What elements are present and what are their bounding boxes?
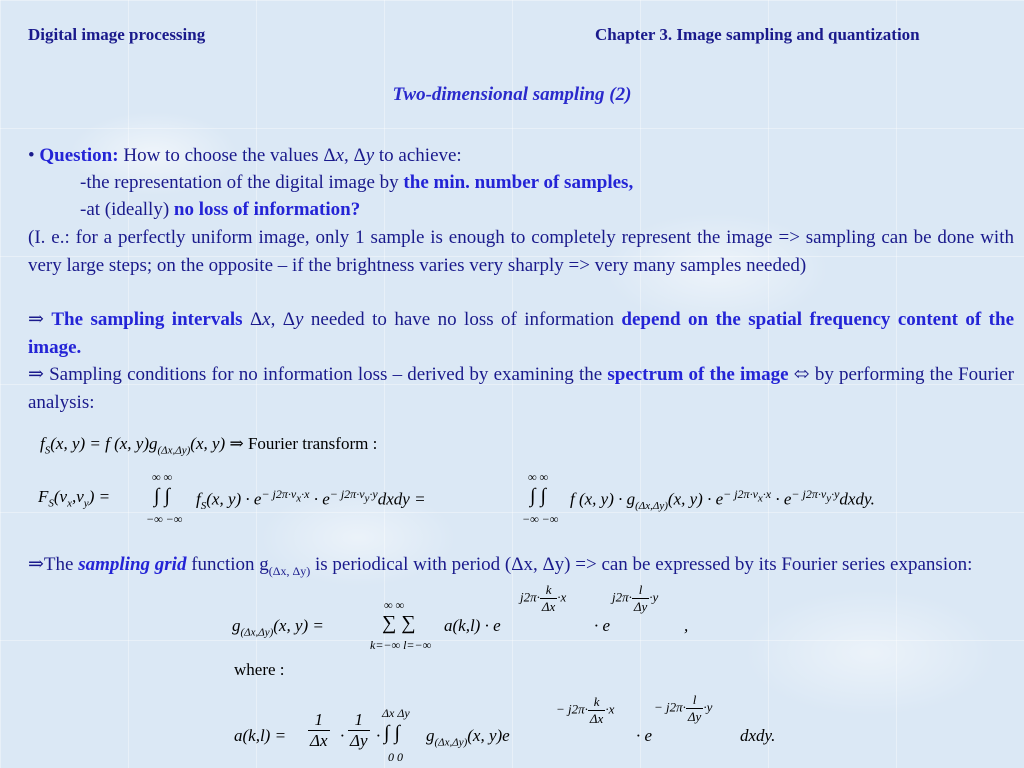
- eq2-f-sub: S: [200, 500, 207, 513]
- eq2-int2-bottom: −∞ −∞: [522, 512, 559, 526]
- eq3-g: g: [232, 616, 241, 635]
- eq4-one: 1: [308, 710, 330, 731]
- eq2-dot-e: · e: [309, 489, 330, 509]
- eq2-mid2: (x, y) · e: [667, 489, 724, 509]
- eq4-frac-dy: [348, 710, 370, 751]
- eq4-dot-e: · e: [636, 726, 653, 745]
- eq2-exp1: − j2π·ν: [261, 487, 297, 501]
- eq2-mid-sub: (Δx,Δy): [635, 500, 668, 513]
- eq4-exp1: [556, 694, 614, 727]
- eq4-frac-k: [588, 694, 605, 727]
- eq2-exp1-x: x: [296, 492, 302, 505]
- question-item-2-text: -at (ideally): [80, 199, 174, 220]
- eq2-int-bottom: −∞ −∞: [146, 512, 183, 526]
- eq4-dx: Δx: [310, 731, 328, 750]
- equation-fourier-series: [232, 578, 712, 654]
- eq4-xy: (x, y)e: [467, 726, 510, 745]
- eq4-exp-dy: Δy: [687, 709, 702, 724]
- eq2-exp4-b: ·y: [831, 487, 840, 501]
- intervals-paragraph: [28, 306, 1014, 361]
- eq4-exp2-post: ·y: [703, 699, 713, 715]
- header-left: Digital image processing: [28, 25, 206, 44]
- eq4-sub: (Δx,Δy): [434, 736, 468, 749]
- eq2-close: ) =: [88, 487, 111, 506]
- conditions-bold: spectrum of the image: [607, 364, 789, 385]
- eq3-xy: (x, y) =: [273, 616, 324, 635]
- eq4-int-top: Δx Δy: [382, 706, 410, 720]
- conditions-paragraph: [28, 361, 1014, 416]
- eq4-frac-dx: [308, 710, 330, 751]
- example-paragraph: (I. e.: for a perfectly uniform image, only 1 sample is enough to completely represent the image => sampling can be done with very large steps; on the opposite – if the brightness varies very sharply => very many samples needed): [28, 227, 1014, 276]
- eq2-int-top: ∞ ∞: [152, 470, 173, 484]
- eq4-k: k: [588, 694, 605, 711]
- arrow-icon: ⇒: [28, 309, 52, 330]
- eq2-int-symbol: ∫ ∫: [154, 485, 170, 507]
- eq2-xy-e: (x, y) · e: [206, 489, 262, 509]
- eq3-k: k: [540, 582, 557, 599]
- intervals-mid-b: , Δ: [270, 309, 296, 330]
- eq4-frac-l: [686, 692, 703, 725]
- eq2-integrand: [196, 487, 426, 512]
- question-text-a: How to choose the values Δ: [118, 145, 336, 166]
- eq3-sub: (Δx,Δy): [240, 626, 274, 639]
- eq2-nuy: y: [83, 497, 89, 510]
- eq4-one-2: 1: [348, 710, 370, 731]
- intervals-bold-b: depend on the spatial frequency content of the image.: [28, 309, 1015, 358]
- bullet: •: [28, 145, 35, 166]
- eq2-F: F: [38, 487, 49, 506]
- eq4-exp1-pre: − j2π·: [556, 701, 588, 717]
- eq3-frac-l: [632, 582, 649, 615]
- eq4-exp2-pre: − j2π·: [654, 699, 686, 715]
- eq2-exp4-y: y: [826, 492, 832, 505]
- eq2-exp2-y: y: [364, 492, 370, 505]
- eq2-integrand2: [570, 487, 875, 512]
- eq2-exp3-b: ·x: [762, 487, 772, 501]
- eq3-exp1: [520, 582, 566, 615]
- eq2-exp3: − j2π·ν: [723, 487, 758, 501]
- eq2-dxdy: dxdy =: [377, 489, 426, 509]
- intervals-bold-a: The sampling intervals: [51, 309, 243, 330]
- question-item-1-text: -the representation of the digital image by: [80, 172, 404, 193]
- var-y: y: [295, 309, 304, 330]
- eq2-dot-e2: · e: [771, 489, 792, 509]
- question-line: [28, 142, 1018, 170]
- eq3-l: l: [632, 582, 649, 599]
- eq3-a: a(k,l) · e: [444, 616, 501, 635]
- eq2-exp1-b: ·x: [301, 487, 310, 501]
- var-x: x: [335, 145, 344, 166]
- eq4-int-bottom: 0 0: [388, 750, 403, 764]
- grid-text-b: is periodical with period (Δx, Δy) => can be expressed by its Fourier series expansion:: [310, 554, 973, 575]
- eq1-text: Fourier transform :: [247, 434, 378, 453]
- eq4-dy: Δy: [350, 731, 368, 750]
- grid-arrow: ⇒The: [28, 554, 79, 575]
- eq3-sum-top: ∞ ∞: [384, 598, 405, 612]
- eq2-args: (ν: [53, 487, 68, 506]
- eq4-exp2: [654, 692, 712, 725]
- var-x: x: [262, 309, 271, 330]
- eq3-lhs: [232, 616, 324, 638]
- eq3-dx: Δx: [541, 599, 556, 614]
- eq1-sub-s: S: [44, 444, 51, 457]
- grid-text-a: function g: [186, 554, 269, 575]
- eq4-integrand: [426, 726, 510, 748]
- eq4-g: g: [426, 726, 435, 745]
- eq3-frac-k: [540, 582, 557, 615]
- eq1-rhs: (x, y) ⇒: [190, 434, 248, 453]
- eq3-exp1-post: ·x: [557, 589, 567, 605]
- intervals-mid-c: needed to have no loss of information: [303, 309, 622, 330]
- eq2-int2-top: ∞ ∞: [528, 470, 549, 484]
- eq2-F-sub: S: [48, 497, 54, 510]
- question-label: Question:: [39, 145, 119, 166]
- eq2-end: dxdy.: [839, 489, 875, 509]
- eq3-end: ,: [684, 616, 689, 635]
- question-text-b: to achieve:: [374, 145, 462, 166]
- eq3-sum-symbol: ∑ ∑: [382, 612, 416, 634]
- eq2-exp2-b: ·y: [369, 487, 378, 501]
- slide-title: Two-dimensional sampling (2): [392, 84, 632, 105]
- eq4-end: dxdy.: [740, 726, 776, 745]
- eq4-dot-2: ·: [376, 726, 381, 745]
- eq3-exp1-pre: j2π·: [520, 589, 540, 605]
- grid-bold: sampling grid: [78, 554, 187, 575]
- question-item-1: [80, 169, 633, 197]
- equation-fourier-transform: [38, 468, 1018, 530]
- eq4-int-symbol: ∫ ∫: [384, 722, 400, 744]
- eq4-dot: ·: [340, 726, 345, 745]
- eq2-lhs: [38, 487, 110, 509]
- grid-sub: (Δx, Δy): [268, 563, 311, 578]
- eq4-frac-2: [348, 710, 370, 751]
- eq3-sum-bottom: k=−∞ l=−∞: [370, 638, 432, 652]
- eq2-comma: ,ν: [72, 487, 84, 506]
- eq4-frac-1: [308, 710, 330, 751]
- var-y: y: [365, 145, 375, 166]
- intervals-mid-a: Δ: [242, 309, 263, 330]
- eq3-exp2-post: ·y: [649, 589, 659, 605]
- equation-coefficients: [234, 690, 794, 768]
- question-item-1-bold: the min. number of samples,: [403, 172, 634, 193]
- eq4-lhs: a(k,l) =: [234, 726, 287, 745]
- question-item-2-bold: no loss of information?: [173, 199, 361, 220]
- eq1-sub: (Δx,Δy): [157, 444, 191, 457]
- eq3-exp2-pre: j2π·: [612, 589, 632, 605]
- eq2-exp2: − j2π·ν: [329, 487, 365, 501]
- eq1-xy: (x, y) = f (x, y)g: [50, 434, 158, 453]
- eq4-exp-dx: Δx: [589, 711, 604, 726]
- header-right: Chapter 3. Image sampling and quantization: [595, 25, 920, 44]
- conditions-text-b: ⬄ by performing the Fourier analysis:: [28, 364, 1014, 413]
- eq2-exp3-x: x: [757, 492, 763, 505]
- eq2-f: f: [196, 489, 201, 509]
- eq4-exp1-post: ·x: [605, 701, 615, 717]
- eq3-dot-e: · e: [594, 616, 611, 635]
- conditions-text-a: ⇒ Sampling conditions for no information loss – derived by examining the: [28, 364, 608, 385]
- eq2-exp4: − j2π·ν: [791, 487, 827, 501]
- eq3-exp2: [612, 582, 658, 615]
- eq1-f: f: [40, 434, 45, 453]
- equation-sampled-image: [40, 434, 377, 456]
- eq2-int2-symbol: ∫ ∫: [530, 485, 546, 507]
- question-item-2: [80, 196, 360, 224]
- eq3-dy: Δy: [633, 599, 648, 614]
- eq2-mid: f (x, y) · g: [570, 489, 636, 509]
- where-label: where :: [234, 660, 285, 679]
- eq4-l: l: [686, 692, 703, 709]
- eq2-nux: x: [67, 497, 72, 510]
- question-comma: , Δ: [343, 145, 366, 166]
